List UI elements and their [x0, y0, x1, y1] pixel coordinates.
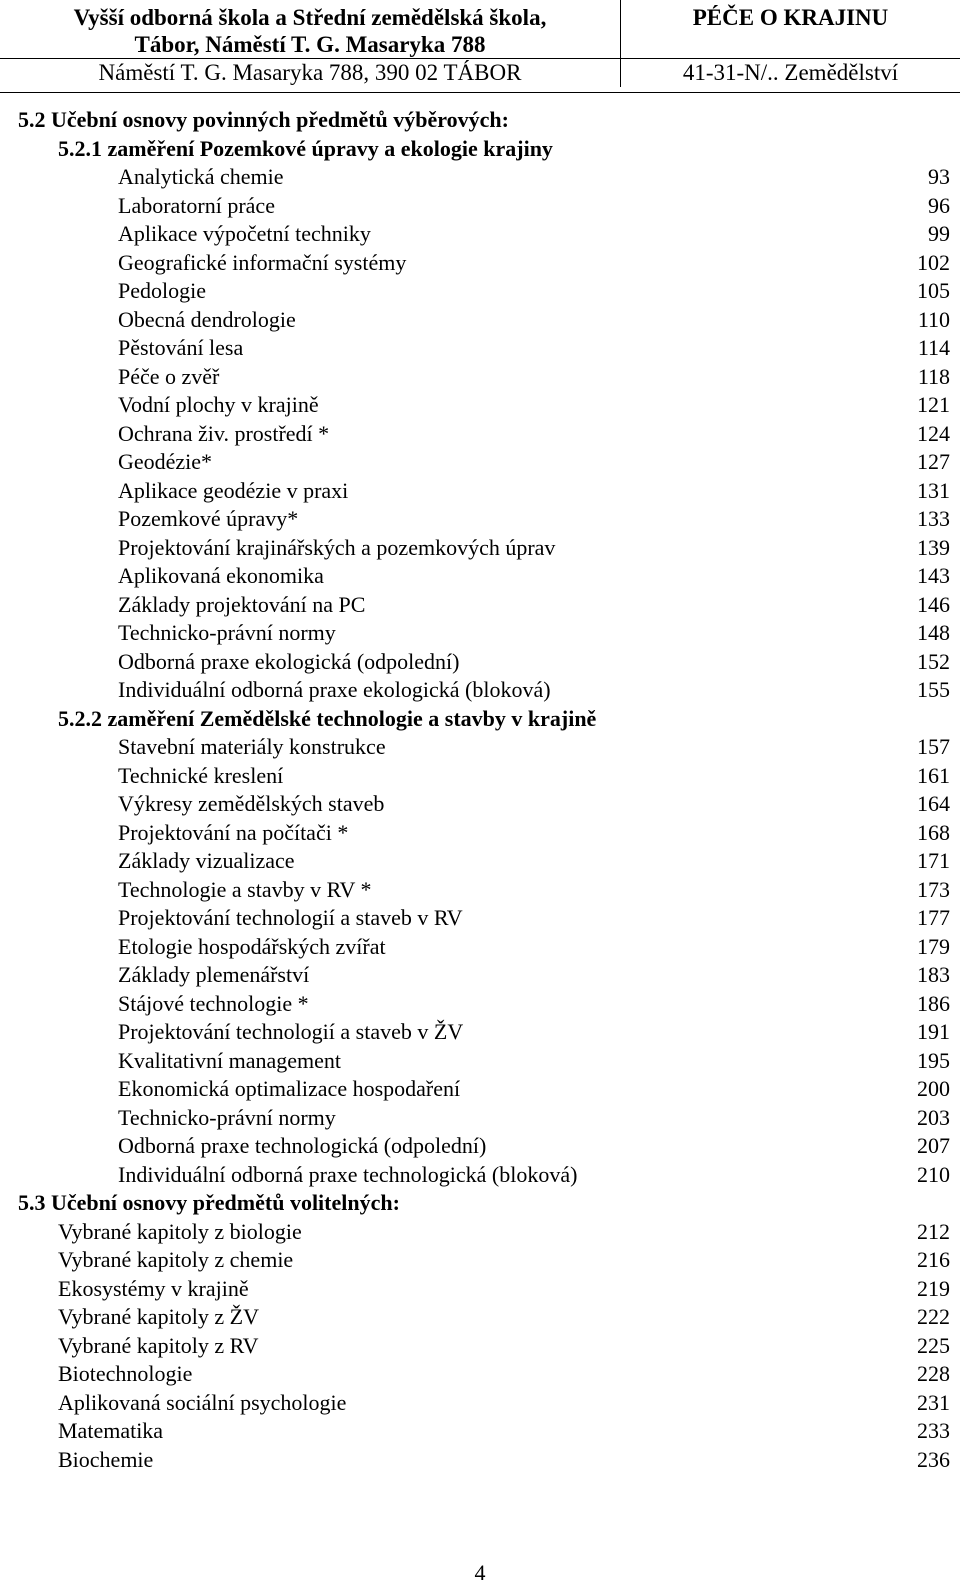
toc-entry[interactable] [0, 1360, 960, 1389]
toc-entry[interactable] [0, 1246, 960, 1275]
toc-section-heading[interactable] [0, 106, 960, 135]
toc-entry[interactable] [0, 1303, 960, 1332]
toc-entry[interactable] [0, 477, 960, 506]
toc-entry[interactable] [0, 1161, 960, 1190]
toc-entry-page: 236 [917, 1446, 950, 1472]
toc-entry-page: 93 [928, 164, 950, 189]
toc-subsection-heading[interactable] [0, 135, 960, 164]
toc-entry-label: Základy plemenářství [118, 962, 310, 987]
toc-entry-label: Projektování technologií a staveb v ŽV [118, 1019, 464, 1044]
toc-entry-label: 5.3 Učební osnovy předmětů volitelných: [18, 1190, 400, 1215]
toc-entry-page: 110 [917, 306, 950, 332]
toc-entry[interactable] [0, 819, 960, 848]
toc-entry-page: 161 [917, 762, 950, 788]
toc-entry-label: Individuální odborná praxe technologická (bloková) [118, 1161, 578, 1187]
toc-entry-page: 152 [917, 648, 950, 674]
toc-entry-label: Geodézie* [118, 449, 213, 474]
toc-entry-label: Vybrané kapitoly z ŽV [58, 1304, 259, 1329]
toc-entry-label: Technické kreslení [118, 762, 284, 788]
toc-entry-page: 139 [917, 534, 950, 560]
program-name: PÉČE O KRAJINU [692, 5, 889, 30]
toc-entry-page: 225 [917, 1332, 950, 1358]
toc-entry-label: Vodní plochy v krajině [118, 392, 319, 417]
toc-entry[interactable] [0, 790, 960, 819]
school-name-line2: Tábor, Náměstí T. G. Masaryka 788 [134, 32, 486, 57]
toc-entry-label: 5.2.1 zaměření Pozemkové úpravy a ekologie krajiny [58, 135, 553, 161]
toc-entry-label: Stájové technologie * [118, 990, 309, 1016]
toc-entry-label: Etologie hospodářských zvířat [118, 933, 386, 959]
toc-entry-page: 195 [917, 1047, 950, 1073]
toc-entry[interactable] [0, 505, 960, 534]
toc-entry-page: 210 [917, 1161, 950, 1187]
toc-entry-label: Pedologie [118, 278, 206, 303]
toc-entry-label: Odborná praxe ekologická (odpolední) [118, 648, 460, 674]
toc-entry[interactable] [0, 876, 960, 905]
toc-entry-page: 131 [917, 477, 950, 503]
toc-entry-page: 173 [917, 876, 950, 902]
toc-entry-page: 231 [917, 1389, 950, 1415]
toc-entry-label: Pozemkové úpravy* [118, 506, 299, 531]
toc-entry[interactable] [0, 1446, 960, 1475]
toc-entry[interactable] [0, 220, 960, 249]
toc-entry[interactable] [0, 676, 960, 705]
toc-entry-page: 171 [917, 848, 950, 873]
toc-entry-label: Péče o zvěř [118, 363, 220, 389]
toc-entry-label: Analytická chemie [118, 164, 284, 189]
toc-entry-label: Projektování na počítači * [118, 819, 349, 845]
toc-entry-label: Geografické informační systémy [118, 249, 407, 275]
toc-entry[interactable] [0, 762, 960, 791]
toc-entry-page: 168 [917, 819, 950, 845]
toc-entry[interactable] [0, 249, 960, 278]
toc-entry[interactable] [0, 391, 960, 420]
toc-entry[interactable] [0, 448, 960, 477]
toc-entry-page: 114 [917, 335, 950, 360]
toc-entry-page: 143 [917, 563, 950, 588]
toc-entry[interactable] [0, 847, 960, 876]
toc-entry[interactable] [0, 562, 960, 591]
toc-entry[interactable] [0, 192, 960, 221]
toc-entry-label: 5.2.2 zaměření Zemědělské technologie a stavby v krajině [58, 705, 597, 731]
page-header [0, 0, 960, 93]
toc-entry[interactable] [0, 420, 960, 449]
toc-entry-label: Projektování technologií a staveb v RV [118, 905, 463, 930]
toc-entry-label: Technologie a stavby v RV * [118, 876, 372, 902]
toc-entry-page: 155 [917, 677, 950, 702]
toc-entry-label: Ochrana živ. prostředí * [118, 420, 330, 446]
toc-entry-page: 216 [917, 1247, 950, 1272]
header-program-cell [621, 0, 960, 59]
toc-entry-label: Aplikace geodézie v praxi [118, 477, 349, 503]
toc-entry-page: 124 [917, 420, 950, 446]
toc-entry-label: Technicko-právní normy [118, 1104, 336, 1130]
toc-entry-label: Biotechnologie [58, 1361, 193, 1386]
toc-entry-label: Vybrané kapitoly z RV [58, 1332, 259, 1358]
school-name-line1: Vyšší odborná škola a Střední zemědělská škola, [73, 5, 547, 30]
toc-entry[interactable] [0, 1389, 960, 1418]
toc-entry-label: Odborná praxe technologická (odpolední) [118, 1133, 487, 1158]
toc-entry[interactable] [0, 933, 960, 962]
toc-entry[interactable] [0, 990, 960, 1019]
toc-entry-page: 207 [917, 1133, 950, 1158]
toc-entry-page: 212 [917, 1218, 950, 1244]
toc-entry-page: 164 [917, 791, 950, 816]
toc-entry[interactable] [0, 306, 960, 335]
school-address: Náměstí T. G. Masaryka 788, 390 02 TÁBOR [0, 59, 621, 88]
toc-entry[interactable] [0, 648, 960, 677]
toc-entry-page: 148 [917, 620, 950, 645]
toc-entry-label: Laboratorní práce [118, 192, 275, 218]
toc-entry-page: 121 [917, 392, 950, 417]
toc-entry[interactable] [0, 1218, 960, 1247]
toc-entry[interactable] [0, 904, 960, 933]
toc-entry-page: 118 [917, 363, 950, 389]
toc-entry-label: 5.2 Učební osnovy povinných předmětů výběrových: [18, 107, 509, 132]
toc-entry-label: Aplikovaná ekonomika [118, 563, 324, 588]
toc-entry-page: 179 [917, 933, 950, 959]
toc-entry-page: 183 [917, 962, 950, 987]
toc-entry-label: Obecná dendrologie [118, 306, 296, 332]
program-code: 41-31-N/.. Zemědělství [621, 59, 960, 88]
toc-entry-page: 222 [917, 1304, 950, 1329]
toc-entry-label: Základy vizualizace [118, 848, 295, 873]
toc-entry-page: 186 [917, 990, 950, 1016]
toc-entry-page: 233 [917, 1418, 950, 1443]
toc-section-heading[interactable] [0, 1189, 960, 1218]
toc-entry-label: Matematika [58, 1418, 164, 1443]
toc-entry[interactable] [0, 1417, 960, 1446]
toc-entry-page: 203 [917, 1104, 950, 1130]
toc-entry[interactable] [0, 591, 960, 620]
toc-entry-label: Ekonomická optimalizace hospodaření [118, 1076, 461, 1101]
toc-entry[interactable] [0, 163, 960, 192]
toc-entry-label: Ekosystémy v krajině [58, 1275, 249, 1301]
toc-entry-page: 146 [917, 591, 950, 617]
toc-entry[interactable] [0, 534, 960, 563]
toc-entry-label: Aplikace výpočetní techniky [118, 221, 371, 246]
toc-entry-label: Kvalitativní management [118, 1047, 341, 1073]
toc-entry-page: 96 [928, 192, 950, 218]
toc-entry-label: Biochemie [58, 1446, 154, 1472]
toc-entry-page: 157 [917, 734, 950, 759]
toc-entry-page: 177 [917, 905, 950, 930]
toc-entry-page: 105 [917, 278, 950, 303]
toc-entry[interactable] [0, 277, 960, 306]
toc-entry[interactable] [0, 1018, 960, 1047]
toc-entry-page: 191 [917, 1019, 950, 1044]
toc-entry[interactable] [0, 1332, 960, 1361]
toc-entry[interactable] [0, 334, 960, 363]
toc-entry-label: Základy projektování na PC [118, 591, 366, 617]
toc-entry-label: Stavební materiály konstrukce [118, 734, 386, 759]
table-of-contents [0, 106, 960, 1474]
toc-entry-label: Technicko-právní normy [118, 620, 336, 645]
toc-subsection-heading[interactable] [0, 705, 960, 734]
toc-entry-label: Výkresy zemědělských staveb [118, 791, 385, 816]
toc-entry[interactable] [0, 1132, 960, 1161]
toc-entry[interactable] [0, 733, 960, 762]
toc-entry[interactable] [0, 1075, 960, 1104]
toc-entry[interactable] [0, 961, 960, 990]
toc-entry-label: Projektování krajinářských a pozemkových úprav [118, 534, 556, 560]
toc-entry-page: 133 [917, 506, 950, 531]
page-number: 4 [474, 1560, 486, 1585]
toc-entry[interactable] [0, 1047, 960, 1076]
toc-entry-label: Aplikovaná sociální psychologie [58, 1389, 347, 1415]
toc-entry-page: 200 [917, 1076, 950, 1101]
toc-entry-page: 127 [917, 449, 950, 474]
toc-entry[interactable] [0, 363, 960, 392]
toc-entry-page: 219 [917, 1275, 950, 1301]
header-school-cell [0, 0, 621, 59]
toc-entry-page: 228 [917, 1361, 950, 1386]
toc-entry-page: 99 [928, 221, 950, 246]
toc-entry[interactable] [0, 1104, 960, 1133]
header-table [0, 0, 960, 87]
toc-entry-label: Vybrané kapitoly z chemie [58, 1247, 294, 1272]
toc-entry[interactable] [0, 1275, 960, 1304]
toc-entry-label: Vybrané kapitoly z biologie [58, 1218, 302, 1244]
toc-entry-label: Individuální odborná praxe ekologická (bloková) [118, 677, 551, 702]
toc-entry[interactable] [0, 619, 960, 648]
toc-entry-page: 102 [917, 249, 950, 275]
toc-entry-label: Pěstování lesa [118, 335, 244, 360]
